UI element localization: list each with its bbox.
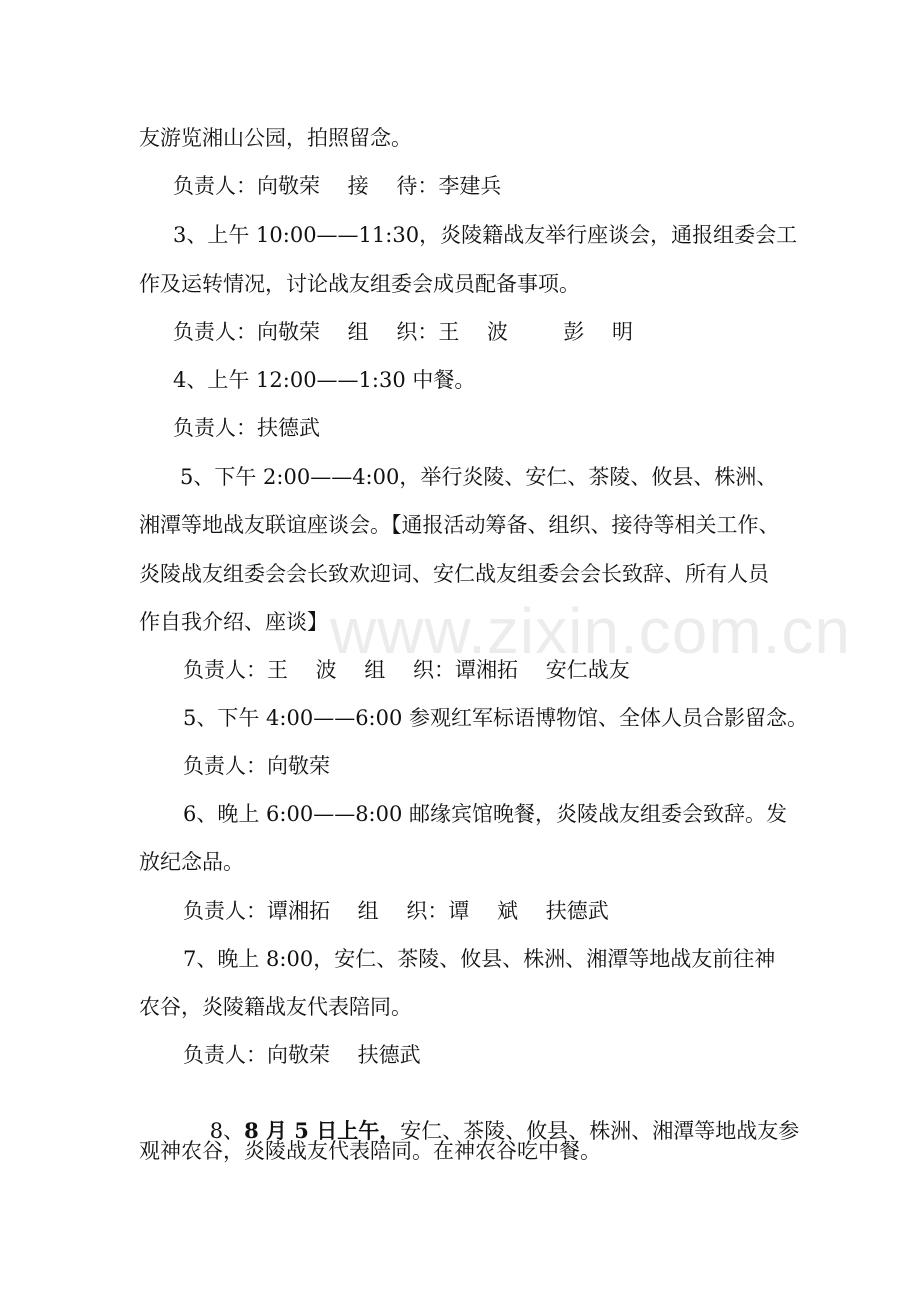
item-8-line-1 <box>183 1089 920 1143</box>
watermark: www.zixin.com.cn <box>330 595 851 667</box>
item-4-line: 4、上午 12:00——1:30 中餐。 <box>173 368 476 392</box>
item-6-line-2: 放纪念品。 <box>139 850 244 874</box>
item-5-line-3: 炎陵战友组委会会长致欢迎词、安仁战友组委会会长致辞、所有人员 <box>139 562 769 586</box>
responsible-line: 负责人：王 波 组 织：谭湘拓 安仁战友 <box>183 658 630 682</box>
item-8-line-2: 观神农谷，炎陵战友代表陪同。在神农谷吃中餐。 <box>139 1139 601 1163</box>
paragraph-line: 友游览湘山公园，拍照留念。 <box>139 126 412 150</box>
responsible-line: 负责人：向敬荣 接 待：李建兵 <box>173 174 502 198</box>
item-5-line-2: 湘潭等地战友联谊座谈会。【通报活动筹备、组织、接待等相关工作、 <box>139 513 780 537</box>
item-5-line-4: 作自我介绍、座谈】 <box>139 610 328 634</box>
responsible-line: 负责人：扶德武 <box>173 416 320 440</box>
item-3-line-2: 作及运转情况，讨论战友组委会成员配备事项。 <box>139 272 580 296</box>
item-3-line-1: 3、上午 10:00——11:30，炎陵籍战友举行座谈会，通报组委会工 <box>173 223 798 247</box>
item-7-line-1: 7、晚上 8:00，安仁、茶陵、攸县、株洲、湘潭等地战友前往神 <box>183 947 776 971</box>
responsible-line: 负责人：向敬荣 <box>183 754 330 778</box>
item-5b-line: 5、下午 4:00——6:00 参观红军标语博物馆、全体人员合影留念。 <box>183 706 809 730</box>
responsible-line: 负责人：谭湘拓 组 织：谭 斌 扶德武 <box>183 899 609 923</box>
item-6-line-1: 6、晚上 6:00——8:00 邮缘宾馆晚餐，炎陵战友组委会致辞。发 <box>183 802 788 826</box>
item-7-line-2: 农谷，炎陵籍战友代表陪同。 <box>139 995 412 1019</box>
item-8-text: 安仁、茶陵、攸县、株洲、湘潭等地战友参 <box>400 1119 800 1143</box>
responsible-line: 负责人：向敬荣 组 织：王 波 彭 明 <box>173 320 634 344</box>
item-8-number: 8、 <box>209 1119 245 1143</box>
item-8-date: 8 月 5 日上午， <box>244 1118 401 1143</box>
responsible-line: 负责人：向敬荣 扶德武 <box>183 1043 421 1067</box>
item-5-line-1: 5、下午 2:00——4:00，举行炎陵、安仁、茶陵、攸县、株洲、 <box>180 465 778 489</box>
